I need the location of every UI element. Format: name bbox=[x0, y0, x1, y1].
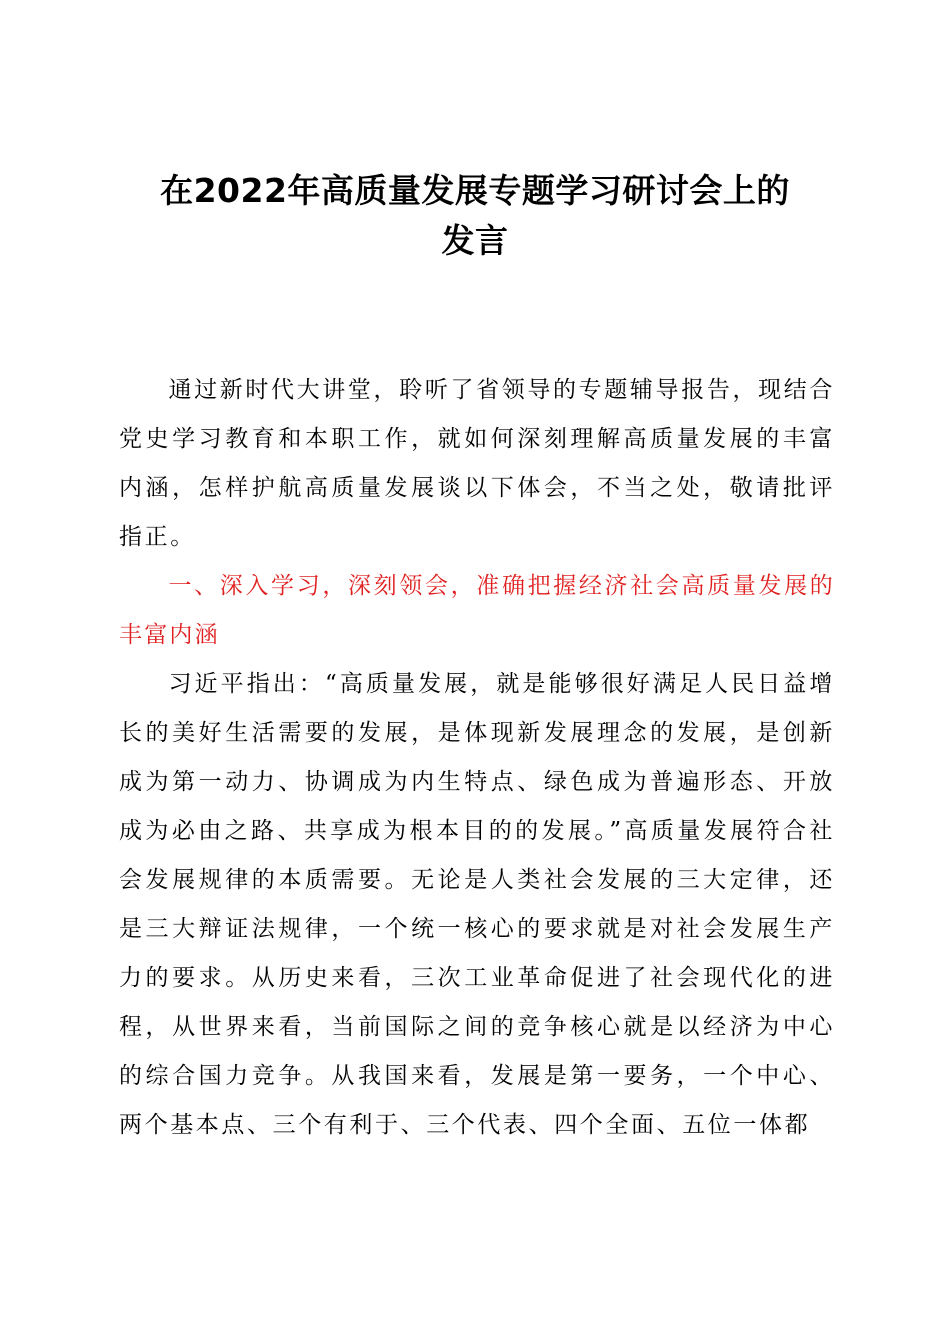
intro-paragraph: 通过新时代大讲堂，聆听了省领导的专题辅导报告，现结合党史学习教育和本职工作，就如何深刻理解高质量发展的丰富内涵，怎样护航高质量发展谈以下体会，不当之处，敬请批评指正。 bbox=[119, 377, 835, 550]
document-body bbox=[119, 366, 835, 1150]
title-line-2: 发言 bbox=[441, 221, 509, 260]
section-heading-1: 一、深入学习，深刻领会，准确把握经济社会高质量发展的丰富内涵 bbox=[119, 573, 835, 648]
document-title bbox=[100, 166, 850, 266]
title-line-1: 在2022年高质量发展专题学习研讨会上的 bbox=[160, 171, 790, 210]
body-paragraph-1: 习近平指出：“高质量发展，就是能够很好满足人民日益增长的美好生活需要的发展，是体现新发展理念的发展，是创新成为第一动力、协调成为内生特点、绿色成为普遍形态、开放成为必由之路、共享成为根本目的的发展。”高质量发展符合社会发展规律的本质需要。无论是人类社会发展的三大定律，还是三大辩证法规律，一个统一核心的要求就是对社会发展生产力的要求。从历史来看，三次工业革命促进了社会现代化的进程，从世界来看，当前国际之间的竞争核心就是以经济为中心的综合国力竞争。从我国来看，发展是第一要务，一个中心、两个基本点、三个有利于、三个代表、四个全面、五位一体都 bbox=[119, 671, 835, 1138]
